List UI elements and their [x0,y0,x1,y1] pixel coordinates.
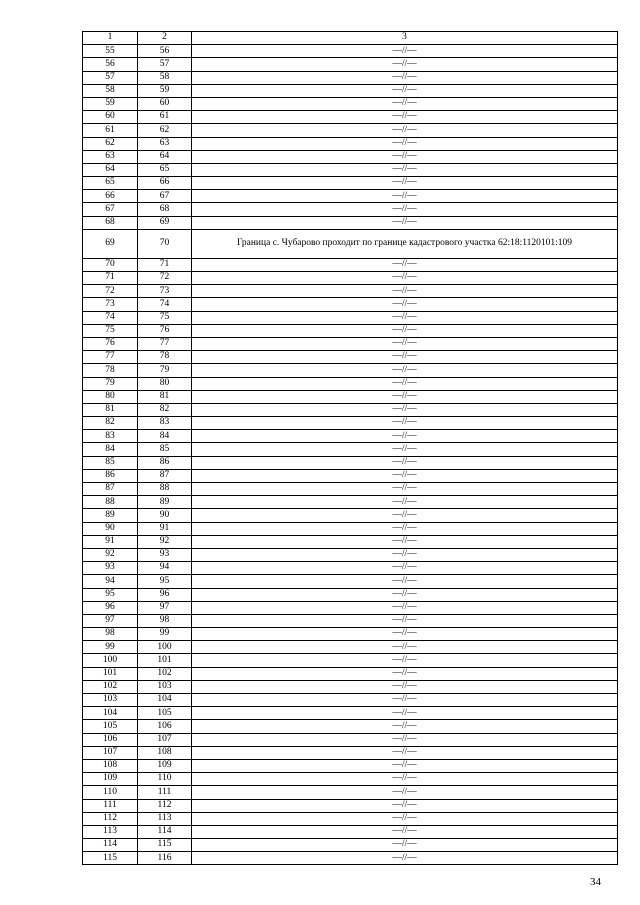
table-row [83,720,618,733]
description-cell: —//— [192,430,618,443]
table-row [83,351,618,364]
point-from-cell: 75 [83,324,138,337]
table-row [83,111,618,124]
description-cell: —//— [192,469,618,482]
point-from-cell: 59 [83,97,138,110]
point-from-cell: 60 [83,111,138,124]
description-cell: —//— [192,575,618,588]
point-from-cell: 93 [83,562,138,575]
point-from-cell: 115 [83,852,138,865]
table-row [83,364,618,377]
point-from-cell: 67 [83,203,138,216]
point-from-cell: 61 [83,124,138,137]
table-row [83,456,618,469]
table-row [83,799,618,812]
point-from-cell: 96 [83,601,138,614]
description-cell: —//— [192,216,618,229]
point-from-cell: 70 [83,258,138,271]
table-row [83,337,618,350]
point-to-cell: 72 [138,272,192,285]
point-to-cell: 105 [138,707,192,720]
description-cell: —//— [192,71,618,84]
point-to-cell: 102 [138,667,192,680]
description-cell: —//— [192,111,618,124]
table-body [83,45,618,865]
point-to-cell: 74 [138,298,192,311]
point-to-cell: 66 [138,177,192,190]
table-row [83,272,618,285]
table-row [83,614,618,627]
table-row [83,641,618,654]
description-cell: —//— [192,522,618,535]
table-row [83,575,618,588]
point-from-cell: 110 [83,786,138,799]
point-to-cell: 98 [138,614,192,627]
table-row [83,229,618,258]
table-row [83,298,618,311]
point-from-cell: 107 [83,746,138,759]
description-cell: —//— [192,190,618,203]
point-from-cell: 79 [83,377,138,390]
table-row [83,417,618,430]
point-to-cell: 70 [138,229,192,258]
description-cell: —//— [192,614,618,627]
table-row [83,825,618,838]
description-cell: —//— [192,720,618,733]
point-from-cell: 76 [83,337,138,350]
table-row [83,628,618,641]
table-row [83,71,618,84]
point-from-cell: 87 [83,483,138,496]
description-cell: —//— [192,588,618,601]
point-from-cell: 55 [83,45,138,58]
table-row [83,150,618,163]
point-from-cell: 113 [83,825,138,838]
table-row [83,285,618,298]
description-cell: —//— [192,150,618,163]
point-to-cell: 79 [138,364,192,377]
point-to-cell: 73 [138,285,192,298]
point-to-cell: 87 [138,469,192,482]
point-from-cell: 84 [83,443,138,456]
point-from-cell: 94 [83,575,138,588]
table-row [83,97,618,110]
point-from-cell: 100 [83,654,138,667]
description-cell: —//— [192,298,618,311]
table-row [83,601,618,614]
point-from-cell: 78 [83,364,138,377]
table-row [83,45,618,58]
description-cell: —//— [192,601,618,614]
point-to-cell: 99 [138,628,192,641]
point-to-cell: 101 [138,654,192,667]
description-cell: —//— [192,456,618,469]
description-cell: —//— [192,163,618,176]
description-cell: —//— [192,311,618,324]
point-to-cell: 78 [138,351,192,364]
point-from-cell: 73 [83,298,138,311]
point-to-cell: 107 [138,733,192,746]
table-row [83,124,618,137]
description-cell: —//— [192,628,618,641]
point-to-cell: 115 [138,839,192,852]
point-to-cell: 84 [138,430,192,443]
description-cell: —//— [192,839,618,852]
point-from-cell: 64 [83,163,138,176]
point-from-cell: 88 [83,496,138,509]
point-from-cell: 72 [83,285,138,298]
point-from-cell: 58 [83,84,138,97]
table-header-row [83,32,618,45]
point-to-cell: 63 [138,137,192,150]
point-from-cell: 57 [83,71,138,84]
point-from-cell: 101 [83,667,138,680]
point-from-cell: 105 [83,720,138,733]
point-to-cell: 114 [138,825,192,838]
point-to-cell: 104 [138,694,192,707]
table-row [83,137,618,150]
table-row [83,403,618,416]
description-cell: —//— [192,45,618,58]
description-cell: —//— [192,548,618,561]
point-to-cell: 89 [138,496,192,509]
table-row [83,654,618,667]
description-cell: —//— [192,377,618,390]
table-row [83,786,618,799]
point-from-cell: 71 [83,272,138,285]
table-row [83,509,618,522]
point-to-cell: 76 [138,324,192,337]
point-from-cell: 74 [83,311,138,324]
point-to-cell: 95 [138,575,192,588]
point-from-cell: 62 [83,137,138,150]
table-row [83,483,618,496]
description-cell: —//— [192,403,618,416]
point-to-cell: 65 [138,163,192,176]
point-from-cell: 92 [83,548,138,561]
point-from-cell: 102 [83,680,138,693]
point-to-cell: 60 [138,97,192,110]
point-from-cell: 91 [83,535,138,548]
table-row [83,667,618,680]
description-cell: —//— [192,641,618,654]
description-cell: —//— [192,124,618,137]
point-to-cell: 59 [138,84,192,97]
description-cell: —//— [192,852,618,865]
point-from-cell: 114 [83,839,138,852]
point-to-cell: 58 [138,71,192,84]
table-row [83,177,618,190]
description-cell: —//— [192,324,618,337]
point-to-cell: 103 [138,680,192,693]
point-from-cell: 56 [83,58,138,71]
point-to-cell: 69 [138,216,192,229]
point-to-cell: 67 [138,190,192,203]
description-cell: —//— [192,667,618,680]
point-from-cell: 86 [83,469,138,482]
table-row [83,746,618,759]
point-from-cell: 109 [83,773,138,786]
description-cell: —//— [192,535,618,548]
table-row [83,852,618,865]
column-header: 1 [83,32,138,45]
point-from-cell: 66 [83,190,138,203]
table-row [83,190,618,203]
point-to-cell: 64 [138,150,192,163]
point-to-cell: 110 [138,773,192,786]
description-cell: —//— [192,694,618,707]
table-row [83,522,618,535]
table-row [83,694,618,707]
table-row [83,707,618,720]
point-to-cell: 85 [138,443,192,456]
description-cell: —//— [192,759,618,772]
table-row [83,733,618,746]
description-cell: —//— [192,177,618,190]
description-cell: —//— [192,58,618,71]
description-cell: —//— [192,812,618,825]
point-to-cell: 61 [138,111,192,124]
point-from-cell: 82 [83,417,138,430]
boundary-points-table [82,31,618,865]
point-from-cell: 99 [83,641,138,654]
description-cell: —//— [192,799,618,812]
point-from-cell: 104 [83,707,138,720]
table-row [83,258,618,271]
point-to-cell: 94 [138,562,192,575]
description-cell: —//— [192,707,618,720]
point-from-cell: 85 [83,456,138,469]
description-cell: —//— [192,483,618,496]
point-to-cell: 75 [138,311,192,324]
description-cell: —//— [192,390,618,403]
table-row [83,759,618,772]
point-from-cell: 80 [83,390,138,403]
page-number: 34 [590,876,601,888]
point-to-cell: 97 [138,601,192,614]
description-cell: —//— [192,680,618,693]
description-cell: —//— [192,733,618,746]
point-to-cell: 82 [138,403,192,416]
point-from-cell: 68 [83,216,138,229]
point-from-cell: 98 [83,628,138,641]
description-cell: —//— [192,654,618,667]
table-row [83,84,618,97]
table-row [83,311,618,324]
point-from-cell: 83 [83,430,138,443]
table-row [83,377,618,390]
point-from-cell: 77 [83,351,138,364]
point-to-cell: 112 [138,799,192,812]
table-row [83,58,618,71]
point-from-cell: 63 [83,150,138,163]
point-from-cell: 65 [83,177,138,190]
description-cell: —//— [192,285,618,298]
point-to-cell: 88 [138,483,192,496]
description-cell: —//— [192,746,618,759]
table-row [83,839,618,852]
point-to-cell: 100 [138,641,192,654]
point-from-cell: 95 [83,588,138,601]
description-cell: —//— [192,84,618,97]
point-from-cell: 106 [83,733,138,746]
description-cell: —//— [192,443,618,456]
description-cell: —//— [192,417,618,430]
description-cell: —//— [192,364,618,377]
table-row [83,562,618,575]
description-cell: —//— [192,97,618,110]
description-cell: —//— [192,272,618,285]
description-cell: —//— [192,137,618,150]
table-row [83,163,618,176]
point-to-cell: 57 [138,58,192,71]
column-header: 3 [192,32,618,45]
point-from-cell: 97 [83,614,138,627]
table-row [83,680,618,693]
column-header: 2 [138,32,192,45]
point-to-cell: 62 [138,124,192,137]
table-row [83,443,618,456]
description-cell: —//— [192,337,618,350]
point-from-cell: 89 [83,509,138,522]
table-row [83,390,618,403]
point-to-cell: 106 [138,720,192,733]
table-row [83,430,618,443]
table-row [83,216,618,229]
point-to-cell: 111 [138,786,192,799]
point-from-cell: 69 [83,229,138,258]
point-to-cell: 56 [138,45,192,58]
point-to-cell: 116 [138,852,192,865]
description-cell: —//— [192,773,618,786]
table-row [83,324,618,337]
point-to-cell: 90 [138,509,192,522]
description-cell: —//— [192,496,618,509]
table-row [83,588,618,601]
description-cell: —//— [192,203,618,216]
table-row [83,203,618,216]
point-from-cell: 111 [83,799,138,812]
description-cell: —//— [192,509,618,522]
point-to-cell: 113 [138,812,192,825]
point-from-cell: 103 [83,694,138,707]
point-to-cell: 109 [138,759,192,772]
point-to-cell: 77 [138,337,192,350]
table-row [83,496,618,509]
point-to-cell: 80 [138,377,192,390]
description-cell: —//— [192,786,618,799]
point-to-cell: 83 [138,417,192,430]
table-row [83,773,618,786]
description-cell: Граница с. Чубарово проходит по границе кадастрового участка 62:18:1120101:109 [192,229,618,258]
table-row [83,548,618,561]
point-from-cell: 81 [83,403,138,416]
description-cell: —//— [192,351,618,364]
table-row [83,535,618,548]
table-row [83,469,618,482]
point-from-cell: 108 [83,759,138,772]
point-to-cell: 92 [138,535,192,548]
point-from-cell: 112 [83,812,138,825]
table-row [83,812,618,825]
point-to-cell: 91 [138,522,192,535]
point-to-cell: 71 [138,258,192,271]
point-to-cell: 93 [138,548,192,561]
point-to-cell: 108 [138,746,192,759]
description-cell: —//— [192,258,618,271]
point-to-cell: 86 [138,456,192,469]
description-cell: —//— [192,825,618,838]
point-to-cell: 96 [138,588,192,601]
description-cell: —//— [192,562,618,575]
point-from-cell: 90 [83,522,138,535]
point-to-cell: 68 [138,203,192,216]
point-to-cell: 81 [138,390,192,403]
